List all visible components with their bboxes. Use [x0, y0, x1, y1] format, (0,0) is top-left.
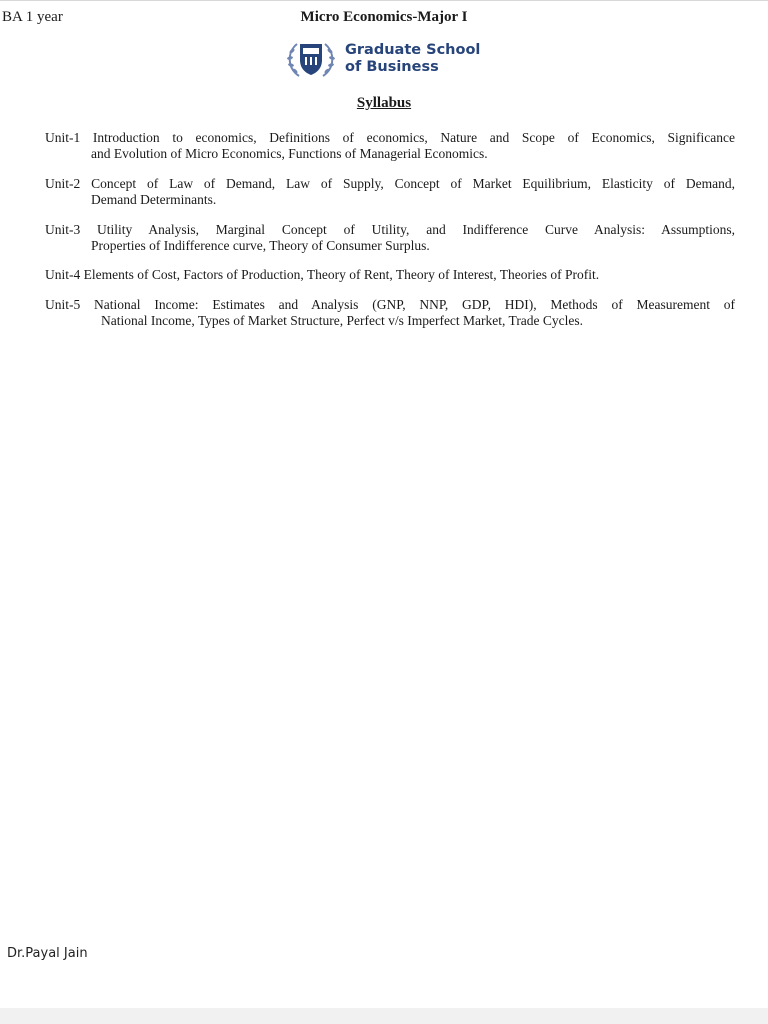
page-bottom-edge: [0, 1008, 768, 1024]
logo-line-2: of Business: [345, 59, 439, 75]
unit-5-line-1: Unit-5 National Income: Estimates and Analysis (GNP, NNP, GDP, HDI), Methods of Measurement of: [45, 297, 735, 312]
unit-1-line-1: Unit-1 Introduction to economics, Definitions of economics, Nature and Scope of Economics, Significance: [45, 130, 735, 145]
unit-4: [45, 267, 735, 283]
unit-5: [45, 297, 735, 329]
syllabus-heading: Syllabus: [356, 95, 412, 111]
unit-2: [45, 176, 735, 208]
unit-2-line-2: Demand Determinants.: [91, 192, 217, 207]
course-title: Micro Economics-Major I: [300, 9, 468, 25]
unit-2-line-1: Unit-2 Concept of Law of Demand, Law of Supply, Concept of Market Equilibrium, Elasticity of Demand,: [45, 176, 735, 191]
page-top-edge: [0, 0, 768, 1]
unit-3: [45, 222, 735, 254]
unit-1-line-2: and Evolution of Micro Economics, Functions of Managerial Economics.: [91, 146, 488, 161]
wreath-shield-icon: [283, 38, 339, 80]
class-year-label: BA 1 year: [2, 9, 63, 25]
school-logo: [283, 38, 480, 80]
unit-5-line-2: National Income, Types of Market Structure, Perfect v/s Imperfect Market, Trade Cycles.: [101, 313, 584, 328]
logo-wordmark: [345, 42, 480, 76]
unit-3-line-1: Unit-3 Utility Analysis, Marginal Concept of Utility, and Indifference Curve Analysis: Assumptions,: [45, 222, 735, 237]
unit-3-line-2: Properties of Indifference curve, Theory of Consumer Surplus.: [91, 238, 430, 253]
unit-4-line-1: Unit-4 Elements of Cost, Factors of Production, Theory of Rent, Theory of Interest, Theories of Profit.: [45, 267, 600, 282]
unit-1: [45, 130, 735, 162]
author-name: Dr.Payal Jain: [7, 946, 88, 961]
logo-line-1: Graduate School: [345, 42, 481, 58]
